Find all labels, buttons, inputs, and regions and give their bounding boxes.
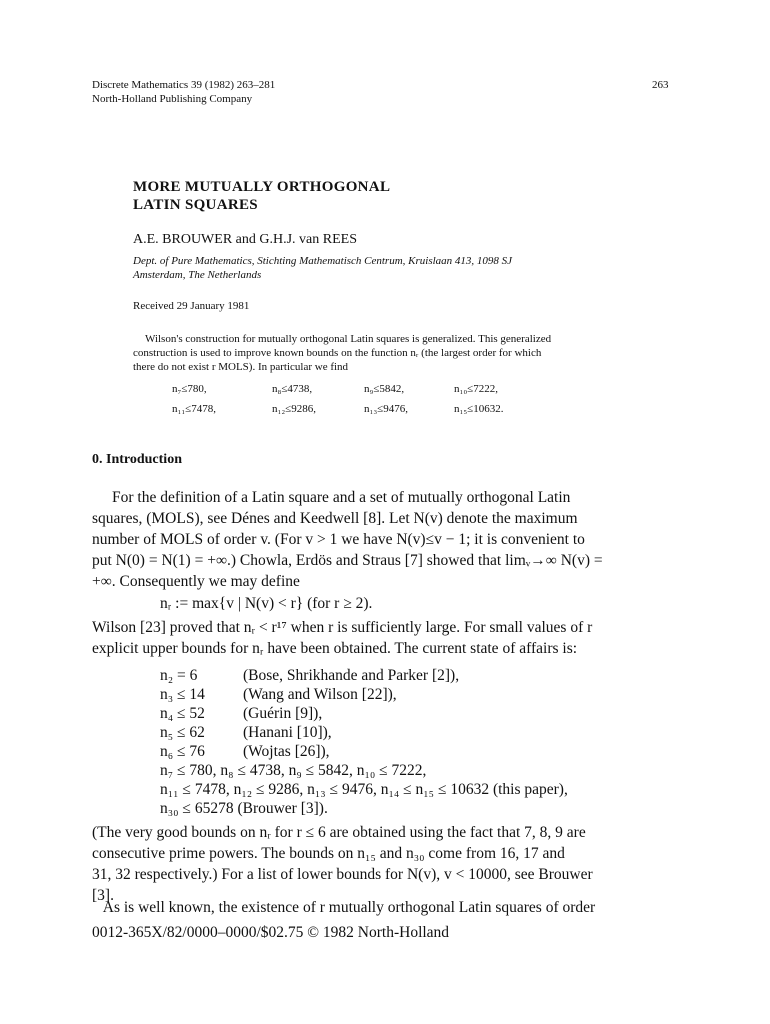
abstract-line-2: construction is used to improve known bounds on the function nᵣ (the largest order for which bbox=[133, 347, 542, 359]
bound-n8: n₈≤4738, bbox=[272, 383, 313, 395]
bound-n15: n₁₅≤10632. bbox=[454, 403, 504, 415]
bound-value: n₆ ≤ 76 bbox=[160, 743, 205, 760]
wilson-line-2: explicit upper bounds for nᵣ have been obtained. The current state of affairs is: bbox=[92, 640, 578, 657]
closing-line-2: consecutive prime powers. The bounds on n₁₅ and n₃₀ come from 16, 17 and bbox=[92, 845, 565, 862]
bound-reference: (Wojtas [26]), bbox=[243, 743, 330, 760]
intro-line-5: +∞. Consequently we may define bbox=[92, 573, 300, 590]
bound-n12: n₁₂≤9286, bbox=[272, 403, 316, 415]
bound-value: n₃ ≤ 14 bbox=[160, 686, 205, 703]
bounds-extra-line-1: n₇ ≤ 780, n₈ ≤ 4738, n₉ ≤ 5842, n₁₀ ≤ 7222, bbox=[160, 762, 427, 779]
affiliation-line-1: Dept. of Pure Mathematics, Stichting Mathematisch Centrum, Kruislaan 413, 1098 SJ bbox=[133, 255, 513, 267]
abstract-line-1: Wilson's construction for mutually orthogonal Latin squares is generalized. This generalized bbox=[145, 333, 552, 345]
bound-n10: n₁₀≤7222, bbox=[454, 383, 498, 395]
affiliation-line-2: Amsterdam, The Netherlands bbox=[133, 269, 262, 281]
bound-reference: (Wang and Wilson [22]), bbox=[243, 686, 397, 703]
bound-n9: n₉≤5842, bbox=[364, 383, 405, 395]
received-date: Received 29 January 1981 bbox=[133, 300, 250, 312]
bounds-extra-line-2: n₁₁ ≤ 7478, n₁₂ ≤ 9286, n₁₃ ≤ 9476, n₁₄ ≤ n₁₅ ≤ 10632 (this paper), bbox=[160, 781, 568, 798]
publisher-line: North-Holland Publishing Company bbox=[92, 93, 253, 105]
paper-title-line-1: MORE MUTUALLY ORTHOGONAL bbox=[133, 179, 391, 195]
page-number: 263 bbox=[652, 79, 669, 91]
bound-reference: (Guérin [9]), bbox=[243, 705, 323, 722]
paper-title-line-2: LATIN SQUARES bbox=[133, 197, 258, 213]
closing-line-1: (The very good bounds on nᵣ for r ≤ 6 are obtained using the fact that 7, 8, 9 are bbox=[92, 824, 586, 841]
intro-line-1: For the definition of a Latin square and a set of mutually orthogonal Latin bbox=[112, 489, 571, 506]
bound-value: n₄ ≤ 52 bbox=[160, 705, 205, 722]
bound-n7: n₇≤780, bbox=[172, 383, 207, 395]
closing-line-5: As is well known, the existence of r mutually orthogonal Latin squares of order bbox=[92, 899, 596, 916]
n-r-definition: nᵣ := max{v | N(v) < r} (for r ≥ 2). bbox=[160, 595, 373, 612]
wilson-line-1: Wilson [23] proved that nᵣ < r¹⁷ when r is sufficiently large. For small values of r bbox=[92, 619, 593, 636]
footer-copyright: 0012-365X/82/0000–0000/$02.75 © 1982 North-Holland bbox=[92, 924, 450, 941]
bound-value: n₅ ≤ 62 bbox=[160, 724, 205, 741]
intro-line-2: squares, (MOLS), see Dénes and Keedwell [8]. Let N(v) denote the maximum bbox=[92, 510, 578, 527]
intro-line-4: put N(0) = N(1) = +∞.) Chowla, Erdös and Straus [7] showed that limᵥ→∞ N(v) = bbox=[92, 552, 603, 569]
authors: A.E. BROUWER and G.H.J. van REES bbox=[133, 232, 357, 247]
closing-line-3: 31, 32 respectively.) For a list of lower bounds for N(v), v < 10000, see Brouwer bbox=[92, 866, 593, 883]
bound-value: n₂ = 6 bbox=[160, 667, 198, 684]
bound-n13: n₁₃≤9476, bbox=[364, 403, 408, 415]
journal-citation: Discrete Mathematics 39 (1982) 263–281 bbox=[92, 79, 276, 91]
abstract-line-3: there do not exist r MOLS). In particular we find bbox=[133, 361, 349, 373]
bound-reference: (Hanani [10]), bbox=[243, 724, 332, 741]
section-heading: 0. Introduction bbox=[92, 452, 182, 467]
intro-line-3: number of MOLS of order v. (For v > 1 we have N(v)≤v − 1; it is convenient to bbox=[92, 531, 585, 548]
bound-reference: (Bose, Shrikhande and Parker [2]), bbox=[243, 667, 460, 684]
bounds-extra-line-3: n₃₀ ≤ 65278 (Brouwer [3]). bbox=[160, 800, 328, 817]
closing-line-4: [3]. bbox=[92, 887, 114, 904]
bound-n11: n₁₁≤7478, bbox=[172, 403, 216, 415]
